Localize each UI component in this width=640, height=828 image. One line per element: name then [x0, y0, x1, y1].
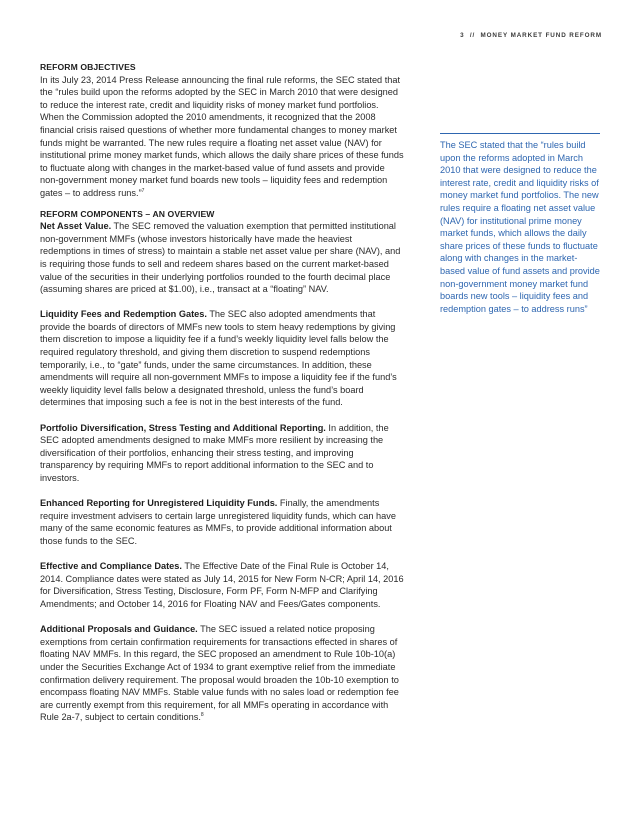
page-header: [460, 32, 602, 39]
paragraph: [40, 497, 405, 547]
paragraph: [40, 422, 405, 485]
paragraph-body: The SEC removed the valuation exemption that permitted institutional non-government MMFs (whose investors historically have made the heaviest redemptions in times of stress) to maintain a stable net asset value per share (NAV), and is requiring those funds to sell and redeem shares based on the current market-based value of the securities in their underlying portfolios rounded to the fourth decimal place (assuming shares are priced at $1.00), i.e., transact at a “floating” NAV.: [40, 221, 401, 295]
pull-quote: [440, 133, 600, 315]
paragraph-body: Finally, the amendments require investment advisers to certain large unregistered liquidity funds, which can have many of the same economic features as MMFs, to provide additional information about those funds to the SEC.: [40, 498, 396, 546]
paragraph-body: The Effective Date of the Final Rule is October 14, 2014. Compliance dates were stated as July 14, 2015 for New Form N-CR; April 14, 2016 for Diversification, Stress Testing, Disclosure, Form PF, Form N-MFP and Clarifying Amendments; and October 14, 2016 for Floating NAV and Fees/Gates components.: [40, 561, 404, 609]
paragraph-body: In addition, the SEC adopted amendments designed to make MMFs more resilient by increasing the diversification of their portfolios, enhancing their stress testing, and improving transparency by requiring MMFs to report additional information to the SEC and to investors.: [40, 422, 389, 483]
paragraph-title: Liquidity Fees and Redemption Gates.: [40, 309, 207, 320]
reform-components-section: [40, 208, 405, 724]
page-number: 3: [460, 32, 465, 39]
footnote-ref: 8: [200, 712, 204, 719]
reform-objectives-section: [40, 61, 405, 200]
section-heading: REFORM COMPONENTS – AN OVERVIEW: [40, 208, 215, 219]
paragraph-title: Additional Proposals and Guidance.: [40, 624, 198, 635]
pull-quote-text: The SEC stated that the “rules build upon the reforms adopted in March 2010 that were designed to reduce the interest rate, credit and liquidity risks of money market fund portfolios. The new rules require a floating net asset value (NAV) for institutional prime money market funds, which allows the daily share prices of these funds to fluctuate along with changes in the market-based value of fund assets and provide non-government money market fund boards new tools – liquidity fees and redemption gates – to address runs”: [440, 140, 600, 314]
document-title: MONEY MARKET FUND REFORM: [480, 32, 602, 39]
paragraph: [40, 74, 405, 200]
paragraph: [40, 308, 405, 409]
paragraph-title: Effective and Compliance Dates.: [40, 561, 182, 572]
paragraph-body: In its July 23, 2014 Press Release announcing the final rule reforms, the SEC stated that the “rules build upon the reforms adopted by the SEC in March 2010 that were designed to reduce the interest rate, credit and liquidity risks of money market fund portfolios. When the Commission adopted the 2010 amendments, it recognized that the 2008 financial crisis raised questions of whether more fundamental changes to money market funds might be warranted. The new rules require a floating net asset value (NAV) for institutional prime money market funds, which allows the daily share prices of these funds to fluctuate along with changes in the market-based value of fund assets and provide non-government money market fund boards new tools – liquidity fees and redemption gates – to address runs.”: [40, 74, 404, 198]
section-heading: REFORM OBJECTIVES: [40, 62, 136, 72]
paragraph-title: Portfolio Diversification, Stress Testing and Additional Reporting.: [40, 422, 326, 433]
footnote-ref: 7: [141, 187, 145, 194]
paragraph-title: Enhanced Reporting for Unregistered Liquidity Funds.: [40, 498, 278, 509]
paragraph-body: The SEC also adopted amendments that provide the boards of directors of MMFs new tools to stem heavy redemptions by giving them discretion to impose a liquidity fee if a fund’s weekly liquidity level falls below the required regulatory threshold, and giving them discretion to suspend redemptions temporarily, i.e., to “gate” funds, under the same circumstances. In addition, these amendments will require all non-government MMFs to impose a liquidity fee if the fund’s weekly liquidity level falls below a designated threshold, unless the fund’s board determines that imposing such a fee is not in the best interests of the fund.: [40, 309, 397, 408]
paragraph-title: Net Asset Value.: [40, 221, 112, 232]
paragraph: [40, 220, 405, 296]
paragraph: [40, 560, 405, 610]
header-separator: //: [469, 32, 476, 39]
paragraph-body: The SEC issued a related notice proposing exemptions from certain confirmation requirements for transactions effected in shares of floating NAV MMFs. In this regard, the SEC proposed an amendment to Rule 10b-10(a) under the Securities Exchange Act of 1934 to grant exemptive relief from the immediate confirmation delivery requirement. The proposal would broaden the 10b-10 exemption to encompass floating NAV MMFs. Stable value funds with no sales load or redemption fee are currently exempt from this requirement, for all MMFs operating in accordance with Rule 2a-7, subject to certain conditions.: [40, 624, 399, 723]
paragraph: [40, 623, 405, 724]
main-column: [40, 61, 405, 724]
